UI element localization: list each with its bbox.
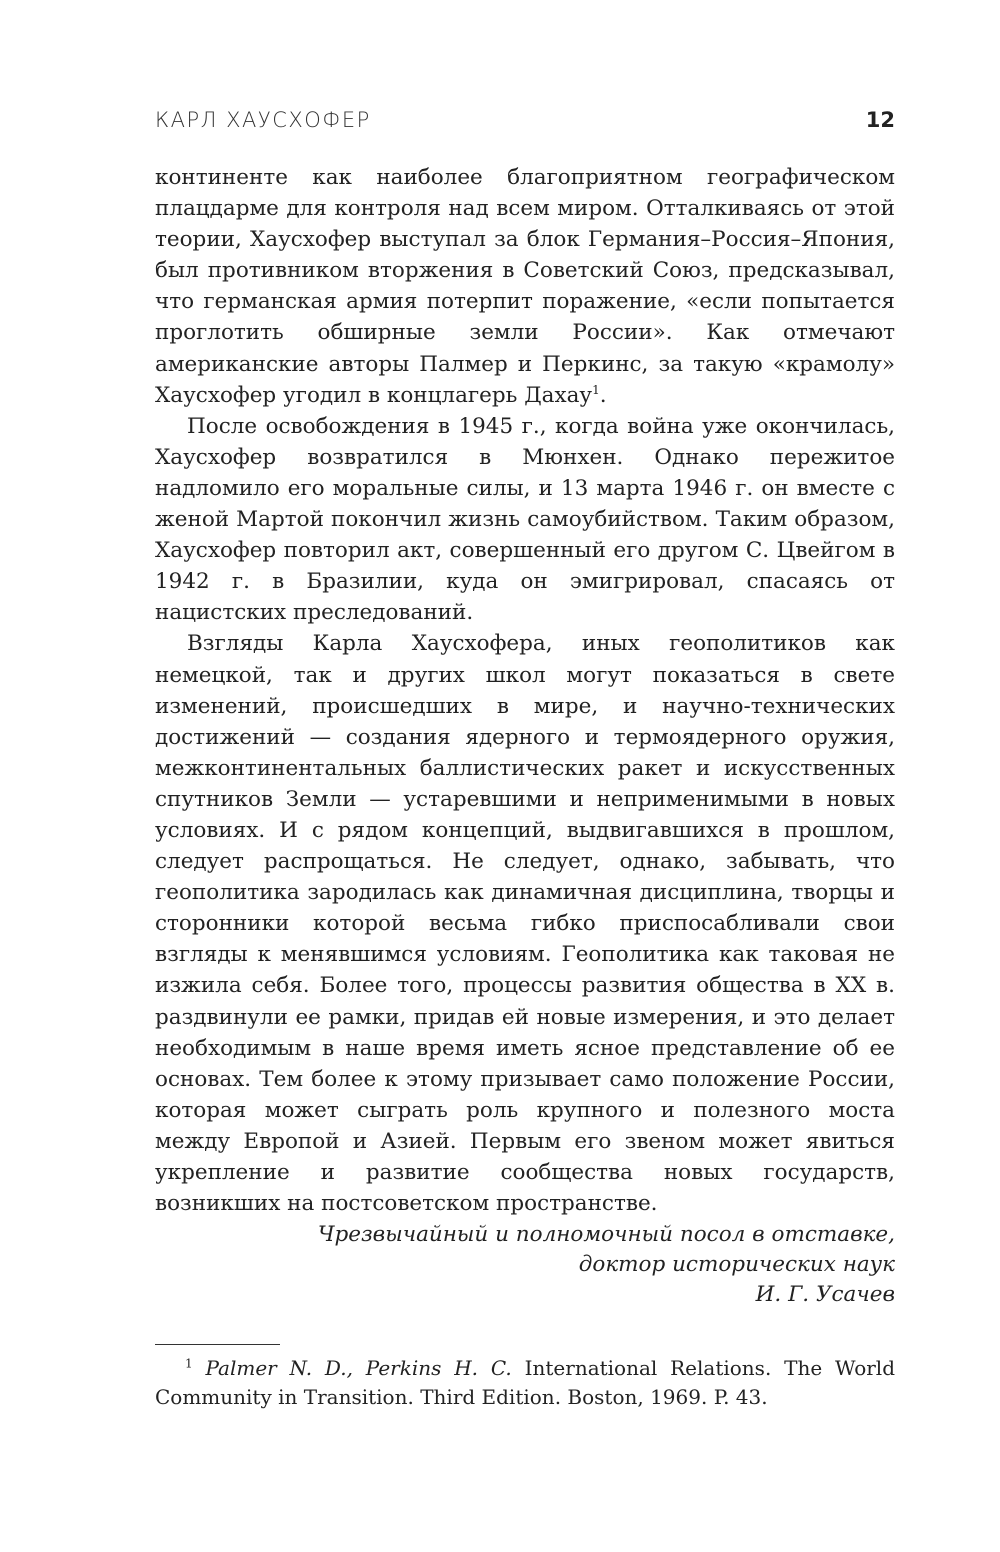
signature-name: И. Г. Усачев [755,1282,895,1307]
footnote-reference[interactable]: 1 [592,382,600,397]
paragraph-1-end: . [599,382,607,408]
paragraph-1 [155,162,895,411]
signature-degree: доктор исторических наук [578,1252,895,1277]
running-title: КАРЛ ХАУСХОФЕР [155,108,371,132]
footnote-marker: 1 [185,1356,193,1371]
paragraph-3: Взгляды Карла Хаусхофера, иных геополитиков как немецкой, так и других школ могут показаться в свете изменений, происшедших в мире, и научно-технических достижений — создания ядерного и термоядерного оружия, межконтинентальных баллистических ракет и искусственных спутников Земли — устаревшими и неприменимыми в новых условиях. И с рядом концепций, выдвигавшихся в прошлом, следует распрощаться. Не следует, однако, забывать, что геополитика зародилась как динамичная дисциплина, творцы и сторонники которой весьма гибко приспосабливали свои взгляды к менявшимся условиям. Геополитика как таковая не изжила себя. Более того, процессы развития общества в XX в. раздвинули ее рамки, придав ей новые измерения, и это делает необходимым в наше время иметь ясное представление об ее основах. Тем более к этому призывает само положение России, которая может сыграть роль крупного и полезного моста между Европой и Азией. Первым его звеном может явиться укрепление и развитие сообщества новых государств, возникших на постсоветском пространстве. [155,631,895,1217]
page-number: 12 [865,108,895,132]
footnote [155,1354,895,1411]
footnote-divider [155,1344,280,1345]
paragraph-2: После освобождения в 1945 г., когда война уже окончилась, Хаусхофер возвратился в Мюнхен. Однако пережитое надломило его моральные силы, и 13 марта 1946 г. он вместе с женой Мартой покончил жизнь самоубийством. Таким образом, Хаусхофер повторил акт, совершенный его другом С. Цвейгом в 1942 г. в Бразилии, куда он эмигрировал, спасаясь от нацистских преследований. [155,413,895,626]
running-head [155,108,895,140]
body-text [155,162,895,1219]
signature-title: Чрезвычайный и полномочный посол в отставке, [317,1222,895,1247]
footnote-citation: International Relations. The World Community in Transition. Third Edition. Boston, 1969. P. 43. [155,1356,895,1409]
paragraph-1-text: континенте как наиболее благоприятном географическом плацдарме для контроля над всем миром. Отталкиваясь от этой теории, Хаусхофер выступал за блок Германия–Россия–Япония, был противником вторжения в Советский Союз, предсказывал, что германская армия потерпит поражение, «если попытается проглотить обширные земли России». Как отмечают американские авторы Палмер и Перкинс, за такую «крамолу» Хаусхофер угодил в концлагерь Дахау [155,165,895,408]
signature-block [155,1220,895,1310]
footnote-authors: Palmer N. D., Perkins H. C. [205,1356,512,1380]
